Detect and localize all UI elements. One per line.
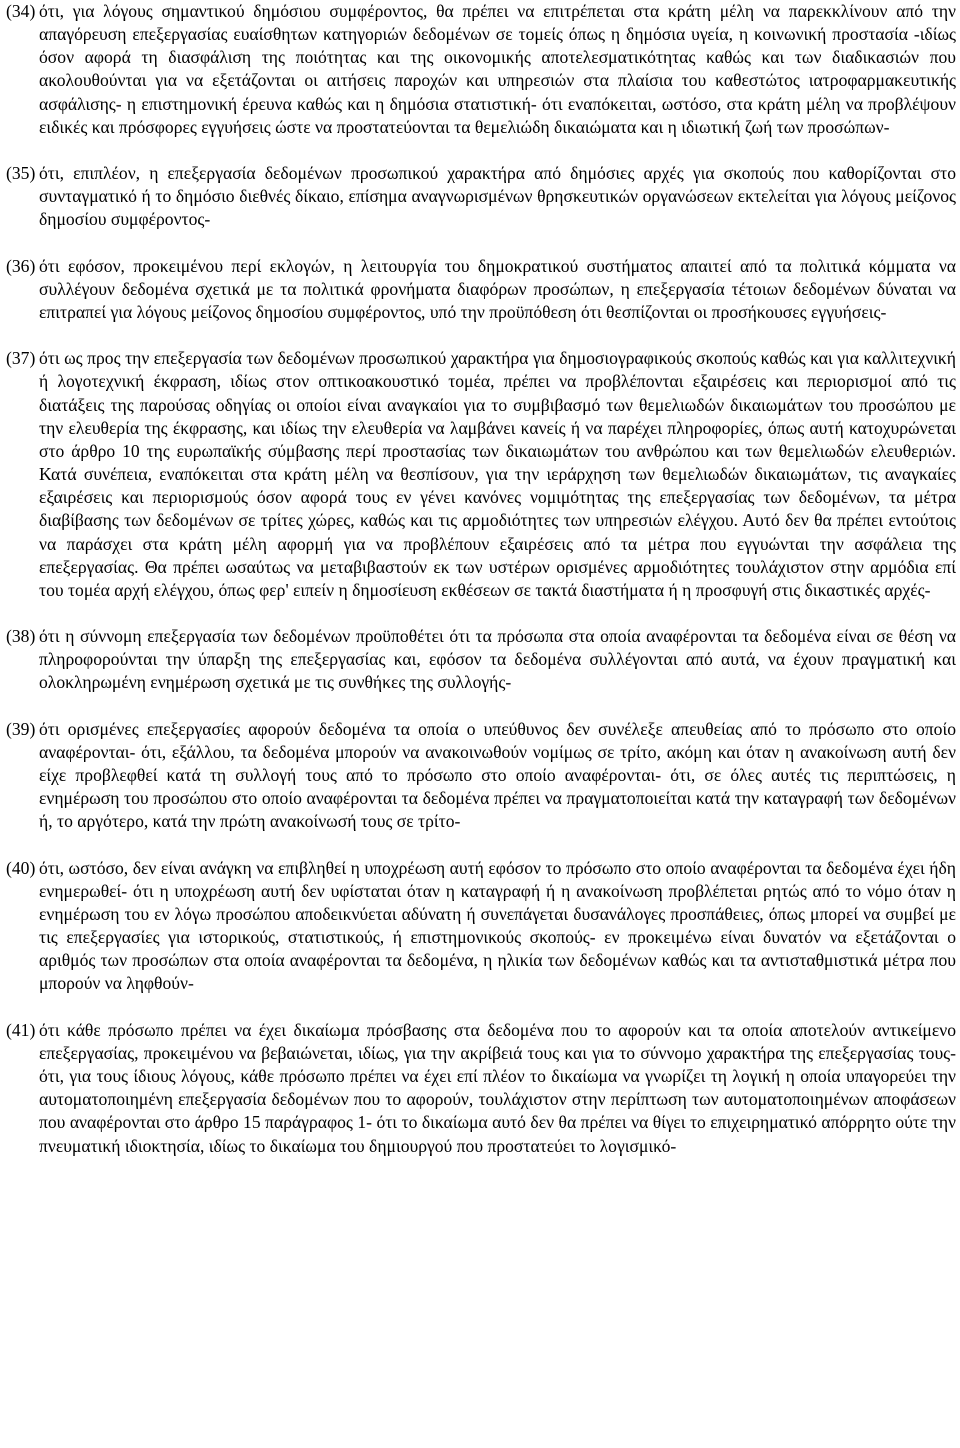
recital-text: ότι ως προς την επεξεργασία των δεδομένων προσωπικού χαρακτήρα για δημοσιογραφικούς σκοπούς καθώς και για καλλιτεχνική ή λογοτεχνική έκφραση, ιδίως στον οπτικοακουστικό τομέα, πρέπει να προβλέπονται εξαιρέσεις και περιορισμοί από τις διατάξεις της παρούσας οδηγίας οι οποίοι είναι αναγκαίοι για το συμβιβασμό των θεμελιωδών δικαιωμάτων του προσώπου με την ελευθερία της έκφρασης, και ιδίως την ελευθερία να λαμβάνει κανείς ή να παρέχει πληροφορίες, όπως αυτή κατοχυρώνεται στο άρθρο 10 της ευρωπαϊκής σύμβασης περί προστασίας των δικαιωμάτων του ανθρώπου και των θεμελιωδών ελευθεριών. Κατά συνέπεια, εναπόκειται στα κράτη μέλη να θεσπίσουν, για την ιεράρχηση των θεμελιωδών δικαιωμάτων, τις αναγκαίες εξαιρέσεις και περιορισμούς όσον αφορά τους εν γένει κανόνες νομιμότητας της επεξεργασίας των δεδομένων, τα μέτρα διαβίβασης των δεδομένων σε τρίτες χώρες, καθώς και τις αρμοδιότητες των υπηρεσιών ελέγχου. Αυτό δεν θα πρέπει εντούτοις να παράσχει στα κράτη μέλη αφορμή για να προβλέπουν εξαιρέσεις από τα μέτρα που εγγυώνται την ασφάλεια της επεξεργασίας. Θα πρέπει ωσαύτως να μεταβιβαστούν εκ των υστέρων ορισμένες αρμοδιότητες τουλάχιστον στην αρμόδια επί του τομέα αρχή ελέγχου, όπως φερ' ειπείν η δημοσίευση εκθέσεων σε τακτά διαστήματα ή η προσφυγή στις δικαστικές αρχές-	[39, 348, 956, 600]
paragraph-gap	[6, 324, 960, 347]
recital-34	[6, 0, 960, 139]
paragraph-gap	[6, 139, 960, 162]
paragraph-gap	[6, 834, 960, 857]
recital-text: ότι ορισμένες επεξεργασίες αφορούν δεδομένα τα οποία ο υπεύθυνος δεν συνέλεξε απευθείας από το πρόσωπο στο οποίο αναφέρονται- ότι, εξάλλου, τα δεδομένα μπορούν να ανακοινωθούν νομίμως σε τρίτο, ακόμη και όταν η ανακοίνωση αυτή δεν είχε προβλεφθεί κατά τη συλλογή τους από το πρόσωπο στο οποίο αναφέρονται- ότι, σε όλες αυτές τις περιπτώσεις, η ενημέρωση του προσώπου στο οποίο αναφέρονται τα δεδομένα πρέπει να πραγματοποιείται κατά την καταγραφή των δεδομένων ή, το αργότερο, κατά την πρώτη ανακοίνωσή τους σε τρίτο-	[39, 718, 956, 832]
recital-38	[6, 625, 960, 694]
paragraph-gap	[6, 996, 960, 1019]
recital-text: ότι, για λόγους σημαντικού δημόσιου συμφέροντος, θα πρέπει να επιτρέπεται στα κράτη μέλη να παρεκκλίνουν από την απαγόρευση επεξεργασίας ευαίσθητων κατηγοριών δεδομένων σε τομείς όπως η δημόσια υγεία, η κοινωνική προστασία -ιδίως όσον αφορά τη διασφάλιση της ποιότητας και της οικονομικής αποτελεσματικότητας καθώς και των διαδικασιών που ακολουθούνται για να εξετάζονται οι αιτήσεις παροχών και υπηρεσιών στα πλαίσια του καθεστώτος ιατροφαρμακευτικής ασφάλισης- η επιστημονική έρευνα καθώς και η δημόσια στατιστική- ότι εναπόκειται, ωστόσο, στα κράτη μέλη να προβλέψουν ειδικές και πρόσφορες εγγυήσεις ώστε να προστατεύονται τα θεμελιώδη δικαιώματα και η ιδιωτική ζωή των προσώπων-	[39, 1, 956, 137]
recital-number: (34)	[6, 1, 36, 21]
recital-41	[6, 1019, 960, 1158]
paragraph-gap	[6, 232, 960, 255]
recital-number: (41)	[6, 1019, 36, 1040]
recital-40	[6, 857, 960, 996]
recital-text: ότι η σύννομη επεξεργασία των δεδομένων προϋποθέτει ότι τα πρόσωπα στα οποία αναφέρονται τα δεδομένα είναι σε θέση να πληροφορούνται την ύπαρξη της επεξεργασίας και, εφόσον τα δεδομένα συλλέγονται από αυτά, να έχουν πραγματική και ολοκληρωμένη ενημέρωση σχετικά με τις συνθήκες της συλλογής-	[39, 626, 956, 693]
recital-number: (35)	[6, 163, 36, 184]
recital-39	[6, 718, 960, 834]
recital-number: (36)	[6, 255, 36, 276]
recital-37	[6, 347, 960, 602]
recital-text: ότι, ωστόσο, δεν είναι ανάγκη να επιβληθεί η υποχρέωση αυτή εφόσον το πρόσωπο στο οποίο αναφέρονται τα δεδομένα έχει ήδη ενημερωθεί- ότι η υποχρέωση αυτή δεν υφίσταται όταν η καταγραφή ή η ανακοίνωση προβλέπεται ρητώς από το νόμο όταν η ενημέρωση του εν λόγω προσώπου αποδεικνύεται αδύνατη ή συνεπάγεται δυσανάλογες προσπάθειες, όπως μπορεί να συμβεί με τις επεξεργασίες για ιστορικούς, στατιστικούς, ή επιστημονικούς σκοπούς- εν προκειμένω είναι δυνατόν να εξετάζονται ο αριθμός των προσώπων στα οποία αναφέρονται τα δεδομένα, η ηλικία των δεδομένων καθώς και τα αντισταθμιστικά μέτρα που μπορούν να ληφθούν-	[39, 857, 956, 994]
recital-number: (37)	[6, 348, 36, 369]
recital-number: (39)	[6, 718, 36, 739]
recital-text: ότι, επιπλέον, η επεξεργασία δεδομένων προσωπικού χαρακτήρα από δημόσιες αρχές για σκοπούς που καθορίζονται στο συνταγματικό ή το δημόσιο διεθνές δίκαιο, επίσημα αναγνωρισμένων θρησκευτικών οργανώσεων εκτελείται για λόγους μείζονος δημοσίου συμφέροντος-	[39, 163, 956, 230]
recital-number: (40)	[6, 857, 36, 878]
paragraph-gap	[6, 695, 960, 718]
recital-number: (38)	[6, 626, 36, 647]
recital-36	[6, 255, 960, 324]
recital-text: ότι κάθε πρόσωπο πρέπει να έχει δικαίωμα πρόσβασης στα δεδομένα που το αφορούν και τα οποία αποτελούν αντικείμενο επεξεργασίας, προκειμένου να βεβαιώνεται, ιδίως, για την ακρίβειά τους και για το σύννομο χαρακτήρα της επεξεργασίας τους- ότι, για τους ίδιους λόγους, κάθε πρόσωπο πρέπει να έχει επί πλέον το δικαίωμα να γνωρίζει τη λογική η οποία υπαγορεύει την αυτοματοποιημένη επεξεργασία δεδομένων που το αφορούν, τουλάχιστον στην περίπτωση των αυτοματοποιημένων αποφάσεων που αναφέρονται στο άρθρο 15 παράγραφος 1- ότι το δικαίωμα αυτό δεν θα πρέπει να θίγει το επιχειρηματικό απόρρητο ούτε την πνευματική ιδιοκτησία, ιδίως το δικαίωμα του δημιουργού που προστατεύει το λογισμικό-	[39, 1019, 956, 1156]
paragraph-gap	[6, 602, 960, 625]
recital-text: ότι εφόσον, προκειμένου περί εκλογών, η λειτουργία του δημοκρατικού συστήματος απαιτεί από τα πολιτικά κόμματα να συλλέγουν δεδομένα σχετικά με τα πολιτικά φρονήματα διαφόρων προσώπων, η επεξεργασία τέτοιων δεδομένων δύναται να επιτραπεί για λόγους μείζονος δημοσίου συμφέροντος, υπό την προϋπόθεση ότι θεσπίζονται οι προσήκουσες εγγυήσεις-	[39, 255, 956, 322]
recital-35	[6, 162, 960, 231]
